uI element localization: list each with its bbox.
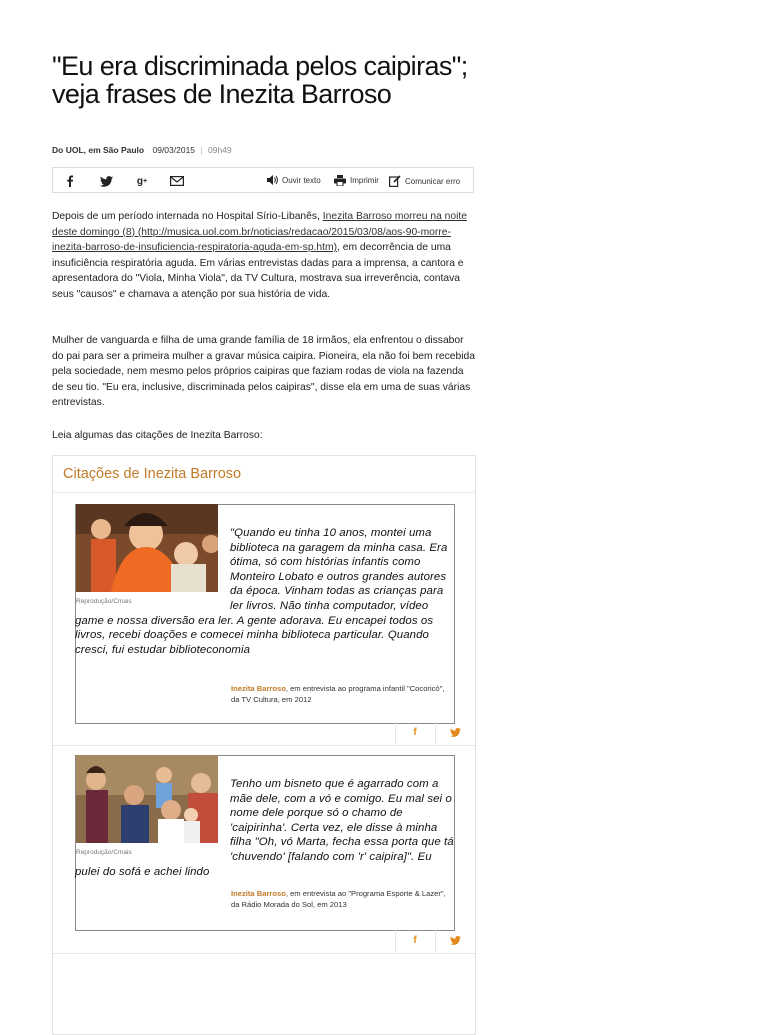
quote-card — [75, 755, 455, 931]
article-link[interactable]: Inezita Barroso morreu na noite deste domingo (8) (http://musica.uol.com.br/noticias/redacao/2015/03/08/aos-90-morre-inezita-barroso-de-insuficiencia-respiratoria-aguda-em-sp.htm) — [52, 211, 467, 254]
report-icon — [389, 175, 401, 187]
twitter-share-button[interactable] — [435, 929, 474, 951]
report-error-button[interactable] — [389, 175, 460, 187]
photo-credit: Reprodução/Cmais — [76, 849, 132, 856]
share-toolbar — [52, 167, 474, 193]
byline — [52, 145, 232, 155]
quote-body — [75, 777, 455, 879]
quotes-title: Citações de Inezita Barroso — [63, 466, 242, 482]
source-name: Inezita Barroso — [231, 684, 286, 693]
paragraph-1-intro: Depois de um período internada no Hospital Sírio-Libanês, — [52, 211, 323, 222]
publish-time: 09h49 — [208, 145, 232, 155]
listen-button[interactable] — [267, 175, 321, 185]
twitter-share-button[interactable] — [435, 721, 474, 743]
divider — [53, 745, 475, 746]
quote-source — [231, 684, 451, 705]
quote-card — [75, 504, 455, 724]
facebook-icon: f — [413, 726, 417, 738]
quote-2-text: Tenho um bisneto que é agarrado com a mãe dele, com a vó e comigo. Eu mal sei o nome dele porque só o chamo de 'caipirinha'. Certa vez, ele disse à minha filha "Oh, vó Marta, fecha essa porta que tá 'chuvendo' [falando com 'r' caipira]". Eu pulei do sofá e achei lindo — [75, 778, 454, 878]
facebook-share-button[interactable] — [395, 929, 434, 951]
quote-share-row — [395, 721, 475, 743]
facebook-icon: f — [413, 934, 417, 946]
paragraph-1 — [52, 209, 476, 303]
photo-credit: Reprodução/Cmais — [76, 598, 132, 605]
google-plus-icon[interactable]: g + — [136, 175, 148, 187]
publish-date: 09/03/2015 — [152, 145, 196, 155]
source-details: , em entrevista ao "Programa Esporte & Lazer", da Rádio Morada do Sol, em 2013 — [231, 889, 446, 909]
byline-divider: | — [200, 145, 203, 155]
quote-body — [75, 526, 455, 657]
quotes-box — [52, 455, 476, 1035]
paragraph-1-rest: , em decorrência de uma insuficiência respiratória aguda. Em várias entrevistas dadas para a imprensa, a cantora e apresentadora do "Viola, Minha Viola", da TV Cultura, mostrava sua irreverência, contava seus "causos" e chamava a atenção por sua história de vida. — [52, 242, 464, 300]
quotes-header — [53, 456, 475, 493]
quote-1-text: "Quando eu tinha 10 anos, montei uma biblioteca na garagem da minha casa. Era ótima, só com histórias infantis como Monteiro Lobato e outros grandes autores da época. Vinham todas as crianças para ler livros. Não tinha computador, vídeo game e nossa diversão era ler. A gente adorava. Eu encapei todos os livros, recebi doações e comecei minha biblioteca particular. Quando cresci, fui estudar biblioteconomia — [75, 527, 448, 656]
print-label: Imprimir — [350, 176, 379, 185]
print-button[interactable] — [334, 175, 379, 186]
twitter-icon[interactable] — [99, 174, 113, 188]
twitter-icon — [450, 936, 461, 945]
quote-source — [231, 889, 451, 910]
report-label: Comunicar erro — [405, 176, 461, 186]
divider — [53, 953, 475, 954]
quote-share-row — [395, 929, 475, 951]
email-icon[interactable] — [170, 174, 184, 188]
facebook-share-button[interactable] — [395, 721, 434, 743]
twitter-icon — [450, 728, 461, 737]
article-title: "Eu era discriminada pelos caipiras"; veja frases de Inezita Barroso — [52, 51, 468, 109]
paragraph-3: Leia algumas das citações de Inezita Barroso: — [52, 430, 263, 441]
printer-icon — [334, 175, 346, 186]
paragraph-2: Mulher de vanguarda e filha de uma grande família de 18 irmãos, ela enfrentou o dissabor do pai para ser a primeira mulher a gravar música caipira. Pioneira, ela não foi bem recebida pela sociedade, nem mesmo pelos próprios caipiras que faziam rodas de viola na fazenda de seu tio. "Eu era, inclusive, discriminada pelos caipiras", disse ela em uma de suas várias entrevistas. — [52, 335, 475, 409]
source-name: Inezita Barroso — [231, 889, 286, 898]
listen-label: Ouvir texto — [282, 175, 321, 185]
speaker-icon — [267, 175, 278, 185]
author: Do UOL, em São Paulo — [52, 145, 145, 155]
facebook-icon[interactable] — [63, 174, 77, 188]
source-details: , em entrevista ao programa infantil "Cocoricó", da TV Cultura, em 2012 — [231, 684, 445, 704]
